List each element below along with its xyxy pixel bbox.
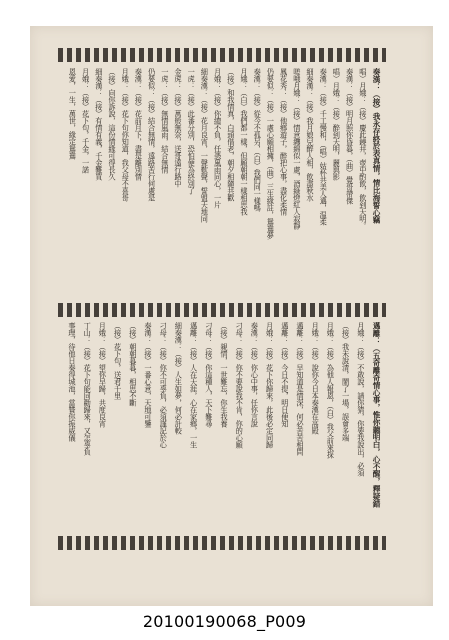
- text-column: 奏漢：（接）一番心意，天地可鑒: [144, 322, 153, 427]
- text-column: 事理，待他日奏得城池，當贊你振威儀: [68, 322, 77, 441]
- text-column: 奏漢：（接）你心中事，任你言說: [250, 322, 260, 427]
- text-column: 仍要似：（接）一處心願相擁，（曲）三生緣註，鴛鴦夢: [266, 68, 276, 240]
- text-column: 月娥：（接）不敢說，請你猜，你要我說出，必須: [356, 322, 366, 476]
- ornamental-border-middle: [58, 303, 386, 317]
- text-column: 月娥：（接）望你早歸，共度良宵: [98, 322, 108, 427]
- text-column: 奏漢：（接）從今不孤另，（白）我們同一樣嗎: [253, 68, 263, 212]
- text-column: 奏漢：（接）我永存終於表真情，情比海誓心竊: [372, 68, 381, 224]
- text-column: 邁離：（接）人在天涯，心在家鄉，一生: [189, 322, 199, 448]
- text-column: 月娥：（接）花下句你知道，我父母不喜哥: [121, 68, 131, 201]
- text-column: （接）親情，一世難忘，你生我養: [220, 322, 229, 427]
- text-column: 月娥：（白）我們都一樣，但願朝朝一樣相思我: [240, 68, 249, 215]
- text-column: 唱）月娥：（接）醉到天明，麗與影: [332, 68, 342, 180]
- text-column: 月娥：（接）花下句，千金，一諾: [81, 68, 91, 173]
- text-column: 月娥：（接）你總不負，任憑風雨同心，一片: [213, 68, 223, 208]
- text-column: 刁母：（接）你這種人，天下難尋: [204, 322, 214, 427]
- text-column: 月娥：（接）為他人報恩，（白）我父前來探: [326, 322, 336, 459]
- text-column: 月娥：（接）花下你歸來，此後必定同歸: [265, 322, 275, 448]
- text-column: 奏漢：（接）花前月下，盡是離別情: [134, 68, 144, 180]
- text-column: （接）向你訴說，這份情緣可得長久: [108, 68, 117, 180]
- ornamental-border-top: [58, 48, 386, 62]
- text-column: 邁離：（接）早知道是情深，何必苦苦相問: [296, 322, 305, 455]
- text-column: 細奏漢：（接）有情有義，千金難買: [94, 68, 104, 180]
- text-column: 細奏漢：（接）花月良宵，一聲歎聲，誓盟天地同: [200, 68, 210, 222]
- text-column: （接）和我情真，白頭偕老，朝夕相隨共歡: [226, 68, 236, 201]
- ornamental-border-bottom: [58, 536, 386, 550]
- text-column: 唱）月娥：（接）慶此鐃井，壺中酌飲，飲到天明。: [358, 68, 368, 229]
- text-column: （接）花下句，送君千里: [113, 322, 123, 399]
- text-column: 奏漢：（接）千工慢和，（唱）姑杯共美人邁，温柔: [319, 68, 329, 226]
- text-column: 刁母：（接）你不要說我不肯，你的心願: [235, 322, 245, 448]
- text-column: 嗟哦月娥：（接）情意纏綿似一處，酒綠燈紅人寂靜: [292, 68, 302, 229]
- text-column: 月娥：（接）說你今日本奏漢在高殿: [311, 322, 321, 434]
- page-caption: 20100190068_P009: [142, 612, 307, 631]
- text-column: 丁山：（接）花下句能同勸歸來，又怎辜負: [83, 322, 93, 455]
- text-column: 邁離：（接）今日不提，明日便知: [280, 322, 290, 427]
- text-column: 奏漢：（接）明月照你昏暮，（曲）覺哥帶傑: [345, 68, 355, 205]
- text-column: 邁離：（五奇離奇情心事，惟你聽明白，心不醒，釋疑錯: [372, 322, 381, 507]
- text-column: 仍要似：（接）結合無情，遠路苦行何處是: [147, 68, 157, 201]
- text-column: 金虎：（接）萬般無奈，送哥遠行路中: [174, 68, 183, 187]
- text-column: 細奏漢：（接）人生如夢，何必計較: [174, 322, 184, 434]
- text-column: 細奏漢：（接）我月娘兒醉人相，飲盡秋水: [306, 68, 315, 201]
- text-column: 刁母：（接）你不可辜負，必須謹記於心: [159, 322, 169, 448]
- text-column: （接）朝朝暮暮，相思不斷: [128, 322, 138, 406]
- text-column: （接）我未說清，鬧了一場，誤會多端: [341, 322, 351, 441]
- text-column: 鳳花秀：（接）他鄉遊子，醉把心事，盡化柔情: [279, 68, 289, 215]
- text-column: 一虎：（接）無情風雨，結合無情: [160, 68, 170, 173]
- text-column: 恩愛，一生，萬世，緣定鴛鴦: [68, 68, 78, 159]
- text-column: 一虎：（接）此番分別，恐怕便為終別了: [187, 68, 197, 194]
